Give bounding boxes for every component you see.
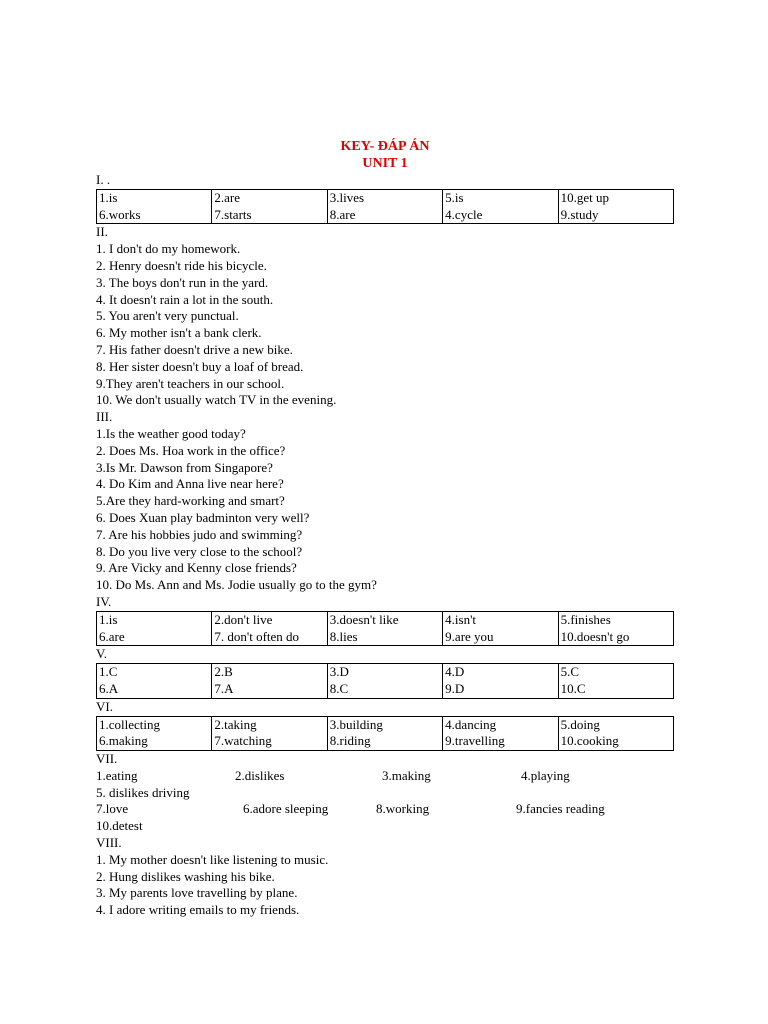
- section-heading-8: VIII.: [96, 835, 122, 851]
- table-cell: [97, 664, 212, 699]
- answer-line: 7. His father doesn't drive a new bike.: [96, 341, 293, 357]
- table-cell: [558, 716, 673, 751]
- cell-text: 2.don't live: [214, 611, 273, 627]
- cell-text: 8.C: [329, 680, 349, 696]
- cell-text: 4.D: [445, 664, 465, 680]
- table-row: [97, 189, 674, 224]
- answer-line: 4. Do Kim and Anna live near here?: [96, 476, 284, 492]
- answer-line: 6. Does Xuan play badminton very well?: [96, 509, 310, 525]
- answer-item: 1.eating: [96, 767, 138, 783]
- answer-line: 2. Does Ms. Hoa work in the office?: [96, 442, 286, 458]
- cell-text: 10.C: [560, 680, 586, 696]
- answer-line: 3.Is Mr. Dawson from Singapore?: [96, 459, 273, 475]
- table-cell: [97, 611, 212, 646]
- cell-text: 2.are: [214, 189, 241, 205]
- page-title: KEY- ĐÁP ÁN: [340, 139, 430, 154]
- unit-title: UNIT 1: [362, 156, 408, 171]
- table-cell: [558, 611, 673, 646]
- answer-item: 2.dislikes: [235, 767, 285, 783]
- cell-text: 8.are: [329, 206, 356, 222]
- section-heading-6: VI.: [96, 698, 113, 714]
- table-cell: [327, 716, 442, 751]
- cell-text: 1.C: [99, 664, 118, 680]
- table-cell: [212, 189, 327, 224]
- answer-line: 10. Do Ms. Ann and Ms. Jodie usually go to the gym?: [96, 577, 377, 593]
- cell-text: 3.lives: [329, 189, 365, 205]
- answer-line: 4. It doesn't rain a lot in the south.: [96, 291, 274, 307]
- table-row: [97, 664, 674, 699]
- cell-text: 6.are: [99, 628, 125, 644]
- cell-text: 7. don't often do: [214, 628, 300, 644]
- cell-text: 6.making: [99, 733, 148, 749]
- table-cell: [558, 664, 673, 699]
- section-heading-1: I. .: [96, 172, 111, 187]
- cell-text: 1.is: [99, 611, 118, 627]
- table-cell: [327, 611, 442, 646]
- answer-key-page: [96, 138, 674, 919]
- answer-line: 1. My mother doesn't like listening to music.: [96, 851, 329, 867]
- answer-line: 5. You aren't very punctual.: [96, 308, 239, 324]
- answer-line: 8. Do you live very close to the school?: [96, 543, 303, 559]
- answer-item: 4.playing: [521, 767, 570, 783]
- table-cell: [443, 189, 558, 224]
- table-cell: [212, 716, 327, 751]
- table-cell: [212, 664, 327, 699]
- cell-text: 3.building: [329, 716, 383, 732]
- answer-line: 2. Henry doesn't ride his bicycle.: [96, 257, 267, 273]
- cell-text: 1.collecting: [99, 716, 161, 732]
- section-heading-5: V.: [96, 646, 107, 662]
- cell-text: 2.taking: [214, 716, 257, 732]
- cell-text: 9.D: [445, 680, 465, 696]
- answer-item: 8.working: [376, 801, 430, 817]
- answer-row: [96, 801, 674, 818]
- cell-text: 7.watching: [214, 733, 272, 749]
- table-cell: [327, 664, 442, 699]
- table-row: [97, 716, 674, 751]
- answer-line: 5. dislikes driving: [96, 784, 190, 800]
- cell-text: 3.doesn't like: [329, 611, 399, 627]
- answer-line: 10. We don't usually watch TV in the evening.: [96, 392, 337, 408]
- cell-text: 6.A: [99, 680, 119, 696]
- cell-text: 3.D: [329, 664, 349, 680]
- table-cell: [443, 716, 558, 751]
- answer-line: 4. I adore writing emails to my friends.: [96, 902, 300, 918]
- cell-text: 7.starts: [214, 206, 252, 222]
- cell-text: 10.doesn't go: [560, 628, 630, 644]
- cell-text: 5.is: [445, 189, 464, 205]
- answer-item: 3.making: [382, 767, 431, 783]
- answer-line: 9.They aren't teachers in our school.: [96, 375, 285, 391]
- cell-text: 4.isn't: [445, 611, 477, 627]
- cell-text: 9.are you: [445, 628, 494, 644]
- cell-text: 5.finishes: [560, 611, 611, 627]
- cell-text: 2.B: [214, 664, 233, 680]
- answer-item: 9.fancies reading: [516, 801, 605, 817]
- answer-line: 1.Is the weather good today?: [96, 425, 246, 441]
- table-cell: [327, 189, 442, 224]
- cell-text: 9.travelling: [445, 733, 505, 749]
- table-cell: [97, 716, 212, 751]
- cell-text: 1.is: [99, 189, 118, 205]
- cell-text: 10.get up: [560, 189, 609, 205]
- cell-text: 9.study: [560, 206, 599, 222]
- answer-line: 3. My parents love travelling by plane.: [96, 885, 298, 901]
- cell-text: 5.doing: [560, 716, 600, 732]
- section-heading-2: II.: [96, 224, 108, 240]
- cell-text: 10.cooking: [560, 733, 619, 749]
- cell-text: 8.riding: [329, 733, 371, 749]
- table-cell: [97, 189, 212, 224]
- answer-line: 3. The boys don't run in the yard.: [96, 274, 269, 290]
- answer-line: 5.Are they hard-working and smart?: [96, 493, 285, 509]
- table-cell: [443, 611, 558, 646]
- table-cell: [558, 189, 673, 224]
- cell-text: 4.cycle: [445, 206, 483, 222]
- answer-line: 10.detest: [96, 818, 143, 834]
- answer-line: 6. My mother isn't a bank clerk.: [96, 325, 262, 341]
- cell-text: 7.A: [214, 680, 234, 696]
- answer-line: 8. Her sister doesn't buy a loaf of bread.: [96, 358, 304, 374]
- answer-item: 7.love: [96, 801, 129, 817]
- cell-text: 4.dancing: [445, 716, 497, 732]
- answer-table-1: [96, 189, 674, 225]
- section-heading-4: IV.: [96, 593, 112, 609]
- table-cell: [212, 611, 327, 646]
- answer-line: 9. Are Vicky and Kenny close friends?: [96, 560, 297, 576]
- answer-item: 6.adore sleeping: [243, 801, 329, 817]
- answer-line: 7. Are his hobbies judo and swimming?: [96, 526, 303, 542]
- answer-line: 1. I don't do my homework.: [96, 241, 241, 257]
- cell-text: 6.works: [99, 206, 141, 222]
- answer-row: [96, 768, 674, 785]
- table-row: [97, 611, 674, 646]
- section-heading-7: VII.: [96, 751, 118, 767]
- answer-table-4: [96, 611, 674, 647]
- answer-line: 2. Hung dislikes washing his bike.: [96, 868, 275, 884]
- cell-text: 8.lies: [329, 628, 358, 644]
- table-cell: [443, 664, 558, 699]
- answer-table-6: [96, 716, 674, 752]
- section-heading-3: III.: [96, 409, 113, 425]
- cell-text: 5.C: [560, 664, 579, 680]
- answer-table-5: [96, 663, 674, 699]
